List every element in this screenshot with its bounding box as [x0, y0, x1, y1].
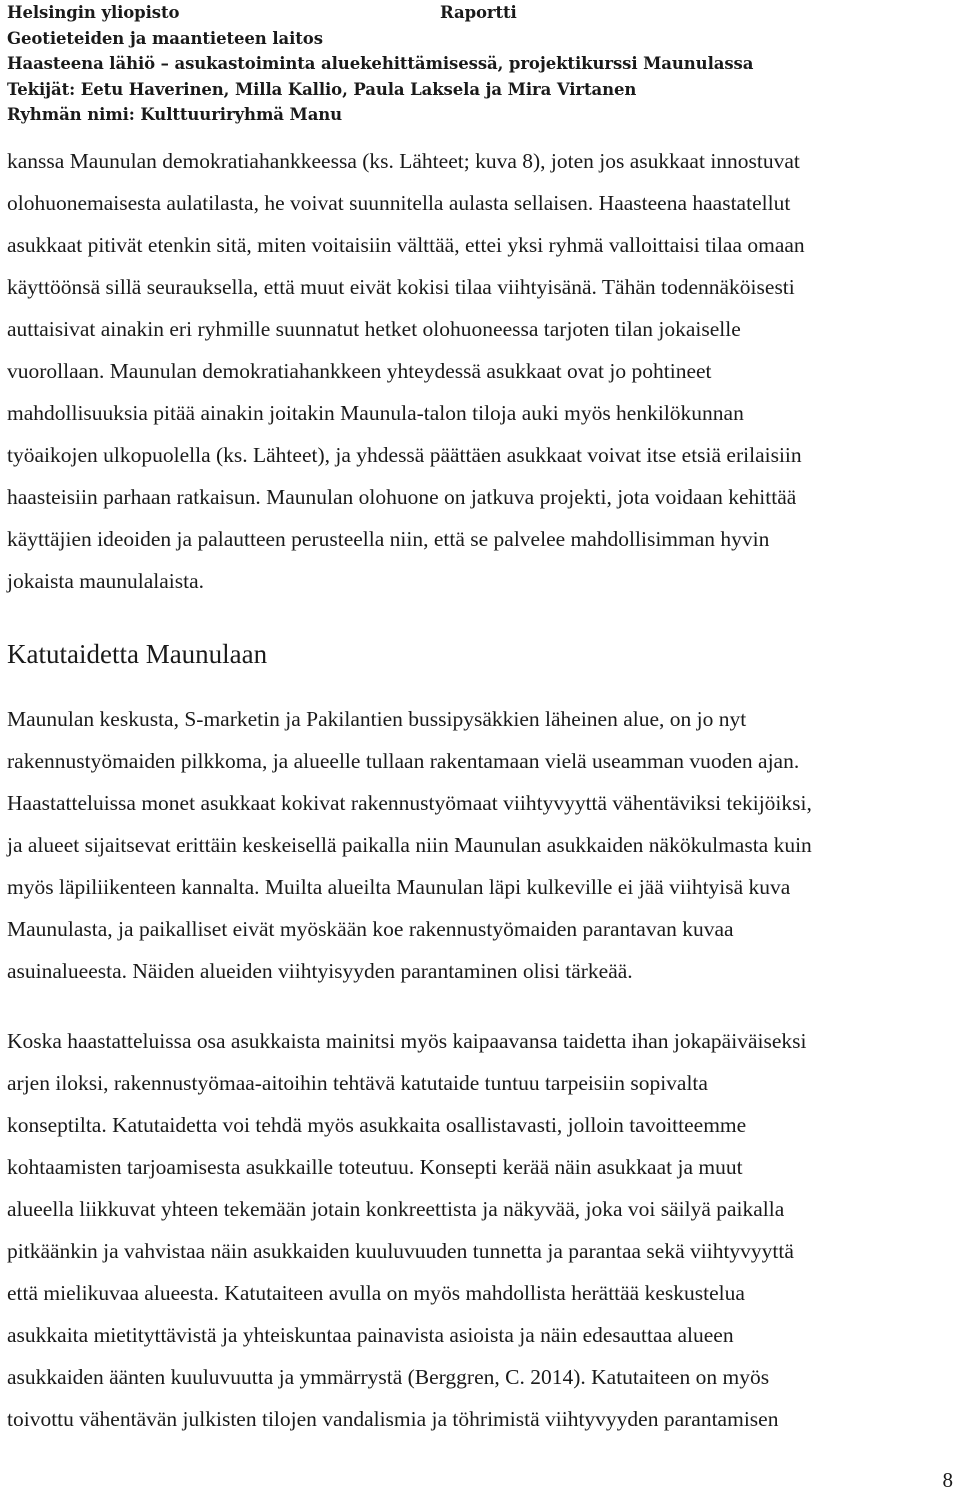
- section-title: Katutaidetta Maunulaan: [7, 639, 268, 669]
- text-line: käyttäjien ideoiden ja palautteen perusteella niin, että se palvelee mahdollisimman hyvin: [7, 527, 770, 551]
- text-line: pitkäänkin ja vahvistaa näin asukkaiden kuuluvuuden tunnetta ja parantaa sekä viihtyvyyttä: [7, 1239, 794, 1263]
- text-line: Koska haastatteluissa osa asukkaista mainitsi myös kaipaavansa taidetta ihan jokapäiväiseksi: [7, 1029, 807, 1053]
- text-line: alueella liikkuvat yhteen tekemään jotain konkreettista ja näkyvää, joka voi säilyä paikalla: [7, 1197, 785, 1221]
- text-line: Maunulan keskusta, S-marketin ja Pakilantien bussipysäkkien läheinen alue, on jo nyt: [7, 707, 747, 731]
- text-line: Haastatteluissa monet asukkaat kokivat rakennustyömaat viihtyvyyttä vähentäviksi tekijöiksi,: [7, 791, 812, 815]
- university-name: Helsingin yliopisto: [7, 3, 180, 22]
- text-line: käyttöönsä sillä seurauksella, että muut eivät kokisi tilaa viihtyisänä. Tähän todennäköisesti: [7, 275, 795, 299]
- department-name: Geotieteiden ja maantieteen laitos: [7, 28, 323, 48]
- intro-paragraph: [7, 140, 953, 602]
- text-line: kanssa Maunulan demokratiahankkeessa (ks. Lähteet; kuva 8), joten jos asukkaat innostuvat: [7, 149, 800, 173]
- paragraph-2: [7, 1020, 953, 1440]
- text-line: vuorollaan. Maunulan demokratiahankkeen yhteydessä asukkaat ovat jo pohtineet: [7, 359, 712, 383]
- text-line: myös läpiliikenteen kannalta. Muilta alueilta Maunulan läpi kulkeville ei jää viihtyisä kuva: [7, 875, 791, 899]
- text-line: toivottu vähentävän julkisten tilojen vandalismia ja töhrimistä viihtyvyyden parantamisen: [7, 1407, 779, 1431]
- text-line: Maunulasta, ja paikalliset eivät myöskään koe rakennustyömaiden parantavan kuvaa: [7, 917, 734, 941]
- spacer: [7, 678, 953, 698]
- text-line: asukkaiden äänten kuuluvuutta ja ymmärrystä (Berggren, C. 2014). Katutaiteen on myös: [7, 1365, 770, 1389]
- page-header: [7, 0, 947, 128]
- text-line: asukkaat pitivät etenkin sitä, miten voitaisiin välttää, ettei yksi ryhmä valloittaisi tilaa omaan: [7, 233, 805, 257]
- text-line: kohtaamisten tarjoamisesta asukkaille toteutuu. Konsepti kerää näin asukkaat ja muut: [7, 1155, 743, 1179]
- document-body: [7, 140, 953, 1440]
- text-line: työaikojen ulkopuolella (ks. Lähteet), ja yhdessä päättäen asukkaat voivat itse etsiä erilaisiin: [7, 443, 802, 467]
- group-name: Ryhmän nimi: Kulttuuriryhmä Manu: [7, 105, 343, 125]
- text-line: ja alueet sijaitsevat erittäin keskeisellä paikalla niin Maunulan asukkaiden näkökulmasta kuin: [7, 833, 812, 857]
- text-line: että mielikuvaa alueesta. Katutaiteen avulla on myös mahdollista herättää keskustelua: [7, 1281, 745, 1305]
- text-line: konseptilta. Katutaidetta voi tehdä myös asukkaita osallistavasti, jolloin tavoitteemme: [7, 1113, 747, 1137]
- header-top-row: [7, 0, 947, 26]
- text-line: mahdollisuuksia pitää ainakin joitakin Maunula-talon tiloja auki myös henkilökunnan: [7, 401, 744, 425]
- paragraph-1: [7, 698, 953, 992]
- course-title: Haasteena lähiö – asukastoiminta aluekehittämisessä, projektikurssi Maunulassa: [7, 54, 754, 74]
- text-line: olohuonemaisesta aulatilasta, he voivat suunnitella aulasta sellaisen. Haasteena haastatellut: [7, 191, 791, 215]
- authors-line: Tekijät: Eetu Haverinen, Milla Kallio, Paula Laksela ja Mira Virtanen: [7, 79, 637, 99]
- spacer: [7, 602, 953, 630]
- spacer: [7, 992, 953, 1020]
- page-number: 8: [942, 1468, 953, 1492]
- report-label: Raportti: [440, 3, 517, 22]
- text-line: arjen iloksi, rakennustyömaa-aitoihin tehtävä katutaide tuntuu tarpeisiin sopivalta: [7, 1071, 708, 1095]
- text-line: haasteisiin parhaan ratkaisun. Maunulan olohuone on jatkuva projekti, jota voidaan kehittää: [7, 485, 797, 509]
- text-line: jokaista maunulalaista.: [7, 569, 205, 593]
- text-line: asuinalueesta. Näiden alueiden viihtyisyyden parantaminen olisi tärkeää.: [7, 959, 633, 983]
- text-line: auttaisivat ainakin eri ryhmille suunnatut hetket olohuoneessa tarjoten tilan jokaiselle: [7, 317, 741, 341]
- text-line: rakennustyömaiden pilkkoma, ja alueelle tullaan rakentamaan vielä useamman vuoden ajan.: [7, 749, 800, 773]
- text-line: asukkaita mietityttävistä ja yhteiskuntaa painavista asioista ja näin edesauttaa alueen: [7, 1323, 734, 1347]
